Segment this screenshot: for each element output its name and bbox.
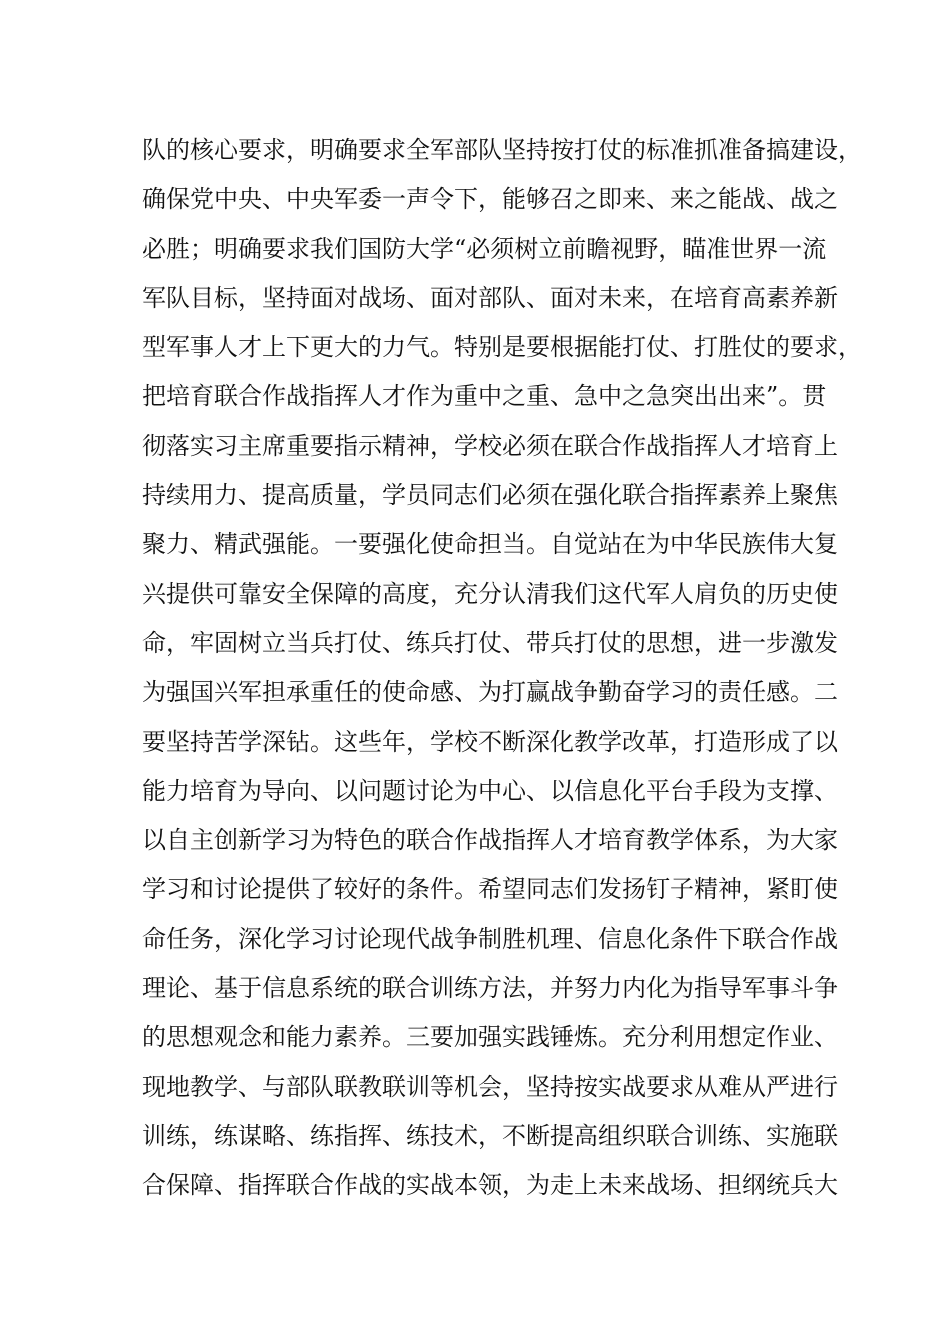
text-line: 命，牢固树立当兵打仗、练兵打仗、带兵打仗的思想，进一步激发 [142,628,838,657]
text-line: 把培育联合作战指挥人才作为重中之重、急中之急突出出来”。贯 [142,382,827,411]
text-line: 理论、基于信息系统的联合训练方法，并努力内化为指导军事斗争 [142,974,838,1003]
text-line: 持续用力、提高质量，学员同志们必须在强化联合指挥素养上聚焦 [142,481,838,510]
text-line: 彻落实习主席重要指示精神，学校必须在联合作战指挥人才培育上 [142,431,838,460]
text-line: 以自主创新学习为特色的联合作战指挥人才培育教学体系，为大家 [142,826,838,855]
text-line: 合保障、指挥联合作战的实战本领，为走上未来战场、担纲统兵大 [142,1171,838,1200]
text-line: 队的核心要求，明确要求全军部队坚持按打仗的标准抓准备搞建设， [142,136,862,164]
text-line: 训练，练谋略、练指挥、练技术，不断提高组织联合训练、实施联 [142,1121,838,1150]
text-line: 型军事人才上下更大的力气。特别是要根据能打仗、打胜仗的要求， [142,333,862,362]
text-line: 要坚持苦学深钻。这些年，学校不断深化教学改革，打造形成了以 [142,727,838,756]
text-line: 现地教学、与部队联教联训等机会，坚持按实战要求从难从严进行 [142,1072,838,1101]
text-line: 确保党中央、中央军委一声令下，能够召之即来、来之能战、战之 [142,185,838,214]
text-line: 命任务，深化学习讨论现代战争制胜机理、信息化条件下联合作战 [142,924,838,953]
text-line: 军队目标，坚持面对战场、面对部队、面对未来，在培育高素养新 [142,283,838,312]
body-paragraph [142,126,862,1211]
text-line: 学习和讨论提供了较好的条件。希望同志们发扬钉子精神，紧盯使 [142,875,838,904]
text-line: 的思想观念和能力素养。三要加强实践锤炼。充分利用想定作业、 [142,1023,838,1052]
text-line: 能力培育为导向、以问题讨论为中心、以信息化平台手段为支撑、 [142,776,838,805]
text-line: 为强国兴军担承重任的使命感、为打赢战争勤奋学习的责任感。二 [142,678,838,707]
text-line: 聚力、精武强能。一要强化使命担当。自觉站在为中华民族伟大复 [142,530,838,559]
text-line: 兴提供可靠安全保障的高度，充分认清我们这代军人肩负的历史使 [142,579,838,608]
text-line: 必胜；明确要求我们国防大学“必须树立前瞻视野，瞄准世界一流 [142,234,827,263]
